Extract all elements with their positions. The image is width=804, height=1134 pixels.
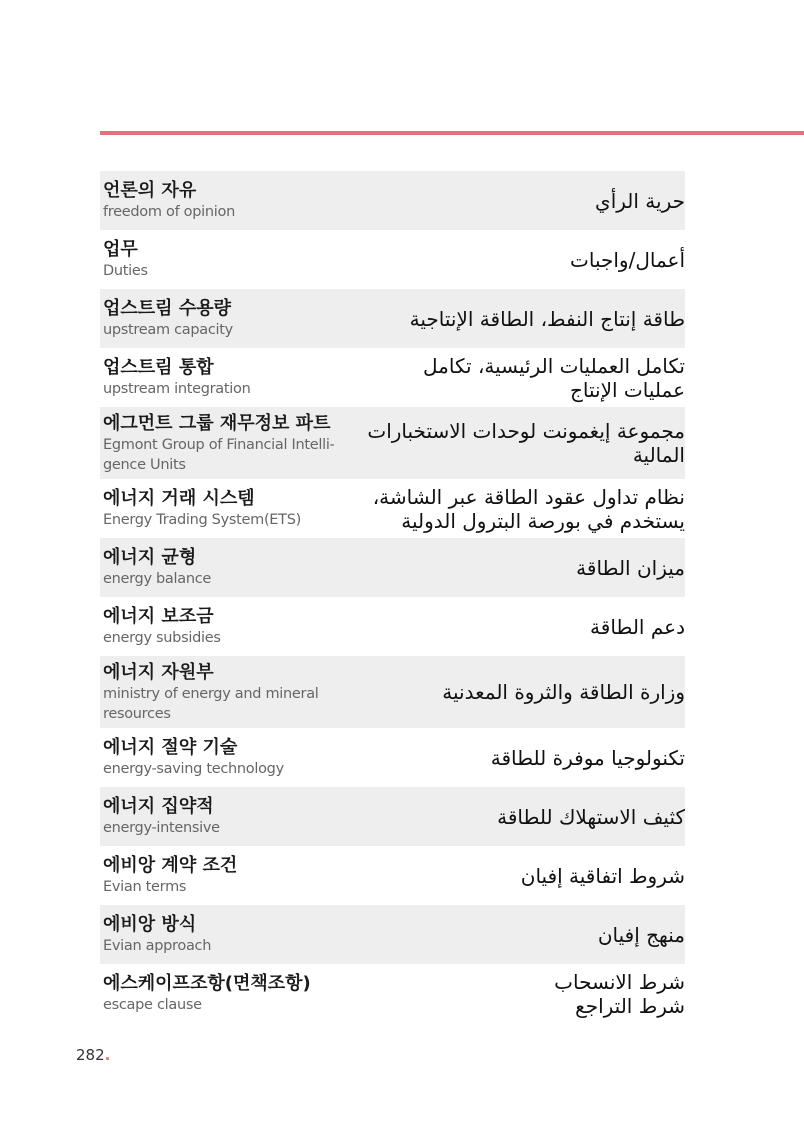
- term-source: [103, 854, 348, 897]
- header-accent-rule: [100, 131, 804, 135]
- arabic-term: أعمال/واجبات: [570, 247, 685, 272]
- page-number-text: 282: [76, 1046, 105, 1064]
- arabic-term: ميزان الطاقة: [576, 555, 685, 580]
- arabic-term: وزارة الطاقة والثروة المعدنية: [442, 680, 685, 704]
- glossary-row: [100, 230, 685, 289]
- english-term: Energy Trading System(ETS): [103, 512, 301, 528]
- english-term: energy subsidies: [103, 630, 221, 646]
- english-term: escape clause: [103, 997, 202, 1013]
- arabic-term: شرط الانسحاب شرط التراجع: [554, 969, 685, 1018]
- korean-term: 에비앙 계약 조건: [103, 855, 238, 876]
- english-term: freedom of opinion: [103, 204, 235, 220]
- arabic-term: نظام تداول عقود الطاقة عبر الشاشة، يستخدم في بورصة البترول الدولية: [372, 484, 685, 533]
- arabic-term: حرية الرأي: [595, 188, 685, 213]
- english-term: ministry of energy and mineral resources: [103, 685, 319, 722]
- english-term: energy-intensive: [103, 820, 220, 836]
- korean-term: 에너지 보조금: [103, 606, 214, 627]
- korean-term: 에너지 집약적: [103, 796, 214, 817]
- term-source: [103, 238, 348, 281]
- glossary-row: [100, 846, 685, 905]
- term-source: [103, 795, 348, 838]
- english-term: Evian terms: [103, 879, 187, 895]
- glossary-row: [100, 479, 685, 538]
- korean-term: 업무: [103, 239, 138, 260]
- term-source: [103, 297, 348, 340]
- english-term: energy-saving technology: [103, 761, 284, 777]
- english-term: Egmont Group of Financial Intelli-gence Units: [103, 436, 335, 473]
- korean-term: 에너지 자원부: [103, 661, 214, 683]
- arabic-term: منهج إفيان: [597, 922, 685, 947]
- glossary-row: [100, 597, 685, 656]
- glossary-row: [100, 905, 685, 964]
- glossary-row: [100, 289, 685, 348]
- term-source: [103, 412, 348, 475]
- arabic-term: تكامل العمليات الرئيسية، تكامل عمليات الإنتاج: [423, 353, 685, 402]
- english-term: Evian approach: [103, 938, 212, 954]
- korean-term: 에비앙 방식: [103, 914, 197, 935]
- term-source: [103, 356, 348, 399]
- english-term: Duties: [103, 263, 148, 279]
- glossary-table: [100, 171, 685, 1023]
- glossary-row: [100, 728, 685, 787]
- arabic-term: كثيف الاستهلاك للطاقة: [497, 804, 685, 829]
- term-source: [103, 913, 348, 956]
- korean-term: 업스트림 수용량: [103, 298, 231, 319]
- korean-term: 언론의 자유: [103, 180, 197, 201]
- term-source: [103, 972, 348, 1015]
- glossary-row: [100, 348, 685, 407]
- glossary-row: [100, 407, 685, 479]
- arabic-term: شروط اتفاقية إفيان: [520, 863, 685, 888]
- korean-term: 에너지 절약 기술: [103, 737, 238, 758]
- glossary-row: [100, 538, 685, 597]
- english-term: upstream integration: [103, 381, 251, 397]
- term-source: [103, 661, 348, 724]
- arabic-term: تكنولوجيا موفرة للطاقة: [490, 745, 685, 770]
- korean-term: 에너지 균형: [103, 547, 197, 568]
- page-number-dot: .: [104, 1046, 111, 1064]
- term-source: [103, 546, 348, 589]
- glossary-row: [100, 171, 685, 230]
- english-term: upstream capacity: [103, 322, 233, 338]
- arabic-term: طاقة إنتاج النفط، الطاقة الإنتاجية: [409, 306, 685, 331]
- arabic-term: مجموعة إيغمونت لوحدات الاستخبارات المالية: [367, 419, 685, 467]
- korean-term: 에그먼트 그룹 재무정보 파트: [103, 412, 331, 434]
- korean-term: 업스트림 통합: [103, 357, 214, 378]
- term-source: [103, 487, 348, 530]
- term-source: [103, 736, 348, 779]
- glossary-row: [100, 787, 685, 846]
- arabic-term: دعم الطاقة: [590, 614, 685, 639]
- english-term: energy balance: [103, 571, 212, 587]
- term-source: [103, 179, 348, 222]
- korean-term: 에너지 거래 시스템: [103, 488, 255, 509]
- term-source: [103, 605, 348, 648]
- page-number: [76, 1046, 110, 1064]
- glossary-row: [100, 656, 685, 728]
- glossary-row: [100, 964, 685, 1023]
- korean-term: 에스케이프조항(면책조항): [103, 973, 311, 994]
